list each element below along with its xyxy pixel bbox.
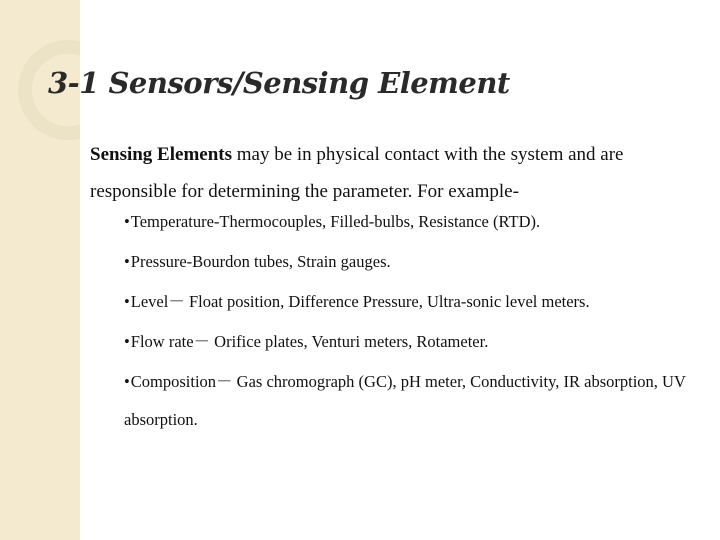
bullet-text: Level－ Float position, Difference Pressure, Ultra-sonic level meters. [130,292,590,311]
bullet-list [124,212,704,459]
bullet-composition [124,363,704,439]
bullet-text: Composition－ Gas chromograph (GC), pH meter, Conductivity, IR absorption, UV absorption. [124,372,686,429]
bullet-dot: • [124,252,130,271]
bullet-dot: • [124,372,130,391]
slide-title: 3-1 Sensors/Sensing Element [48,66,510,100]
intro-text: may be in physical contact with the system and are responsible for determining the parameter. For example- [90,144,624,202]
bullet-text: Flow rate－ Orifice plates, Venturi meters, Rotameter. [130,332,489,351]
intro-bold-term: Sensing Elements [90,144,232,165]
bullet-dot: • [124,332,130,351]
bullet-text: Pressure-Bourdon tubes, Strain gauges. [130,252,391,271]
bullet-flow-rate [124,332,704,352]
bullet-pressure [124,252,704,272]
bullet-temperature [124,212,704,232]
bullet-level [124,292,704,312]
bullet-dot: • [124,212,130,231]
bullet-dot: • [124,292,130,311]
intro-paragraph [90,136,700,210]
bullet-text: Temperature-Thermocouples, Filled-bulbs, Resistance (RTD). [130,212,541,231]
